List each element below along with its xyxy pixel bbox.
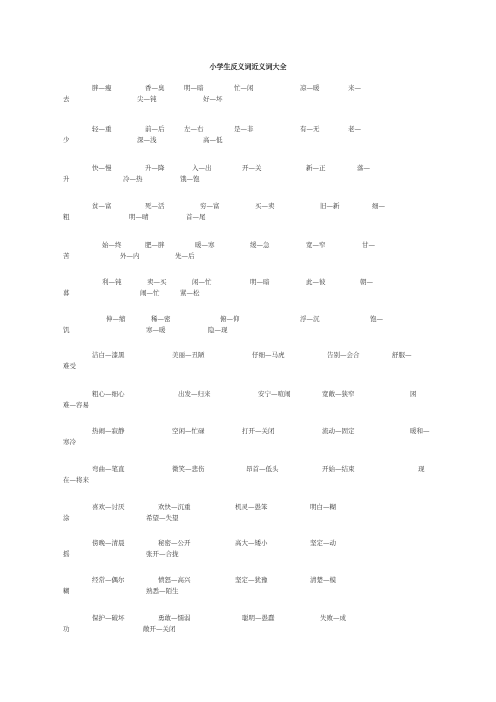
word-pair: 流动—固定 <box>322 427 355 435</box>
word-row <box>92 314 432 325</box>
word-pair: 美丽—丑陋 <box>172 351 205 359</box>
word-pair: 希望—失望 <box>146 514 179 522</box>
word-pair: 外—内 <box>120 252 140 260</box>
word-pair: 是—非 <box>234 125 254 133</box>
word-fragment: 苦 <box>63 252 70 260</box>
word-pair: 甘— <box>362 241 375 249</box>
word-pair: 坚定—犹豫 <box>235 576 268 584</box>
word-pair: 聪明—愚蠢 <box>242 614 275 622</box>
word-row <box>92 124 432 135</box>
word-row <box>92 240 432 251</box>
word-pair: 死—活 <box>145 202 165 210</box>
word-pair: 明—暗 <box>250 278 270 286</box>
word-pair: 落— <box>357 164 370 172</box>
word-row-continued <box>63 251 423 262</box>
word-pair: 利—钝 <box>102 278 122 286</box>
word-pair: 香—臭 <box>145 84 165 92</box>
word-row <box>92 613 432 624</box>
word-fragment: 粗 <box>63 213 70 221</box>
word-pair: 紧—松 <box>180 289 200 297</box>
word-pair: 坚定—动 <box>310 539 336 547</box>
word-pair: 先—后 <box>175 252 195 260</box>
word-row <box>92 201 432 212</box>
word-fragment: 糊 <box>63 587 70 595</box>
word-pair: 经常—偶尔 <box>92 576 125 584</box>
word-pair: 尖—钝 <box>137 95 157 103</box>
word-pair: 打开—关闭 <box>242 427 275 435</box>
word-row <box>92 464 432 475</box>
word-fragment: 在—将来 <box>63 476 89 484</box>
word-fragment: 功 <box>63 625 70 633</box>
word-pair: 明—晴 <box>129 213 149 221</box>
word-pair: 缓—急 <box>250 241 270 249</box>
word-pair: 勇敢—懦弱 <box>158 614 191 622</box>
word-pair: 伸—缩 <box>106 315 126 323</box>
word-pair: 明—暗 <box>184 84 204 92</box>
word-pair: 宽—窄 <box>306 241 326 249</box>
word-pair: 浮—沉 <box>300 315 320 323</box>
word-pair: 朝— <box>360 278 373 286</box>
word-pair: 高大—矮小 <box>235 539 268 547</box>
word-fragment: 涂 <box>63 514 70 522</box>
word-pair: 胖—瘦 <box>92 84 112 92</box>
word-row <box>92 277 432 288</box>
word-pair: 入—出 <box>192 164 212 172</box>
word-pair: 热闹—寂静 <box>92 427 125 435</box>
word-fragment: 难—容易 <box>63 401 89 409</box>
word-fragment: 寒冷 <box>63 438 76 446</box>
word-pair: 愤怒—高兴 <box>158 576 191 584</box>
word-pair: 昂首—低头 <box>246 465 279 473</box>
word-pair: 好—坏 <box>203 95 223 103</box>
word-pair: 前—后 <box>145 125 165 133</box>
page-title: 小学生反义词近义词大全 <box>209 62 287 71</box>
word-pair: 保护—破坏 <box>92 614 125 622</box>
word-pair: 隐—现 <box>208 326 228 334</box>
word-pair: 弯曲—笔直 <box>92 465 125 473</box>
word-pair: 饿—饱 <box>180 175 200 183</box>
word-row-continued <box>63 549 423 560</box>
word-pair: 傍晚—清晨 <box>92 539 125 547</box>
word-row-continued <box>63 400 423 411</box>
word-pair: 欢快—沉重 <box>158 503 191 511</box>
word-row-continued <box>63 135 423 146</box>
word-row-continued <box>63 361 423 372</box>
word-pair: 快—慢 <box>92 164 112 172</box>
word-pair: 敞开—关闭 <box>143 625 176 633</box>
word-fragment: 暮 <box>63 289 70 297</box>
word-pair: 饱— <box>370 315 383 323</box>
word-pair: 细— <box>372 202 385 210</box>
word-pair: 有—无 <box>300 125 320 133</box>
word-pair: 暖和— <box>410 427 430 435</box>
word-row-continued <box>63 212 423 223</box>
word-pair: 失败—成 <box>320 614 346 622</box>
word-pair: 高—低 <box>203 136 223 144</box>
word-row <box>92 83 432 94</box>
word-fragment: 升 <box>63 175 70 183</box>
word-pair: 新—正 <box>306 164 326 172</box>
word-pair: 卖—买 <box>147 278 167 286</box>
word-row <box>92 163 432 174</box>
word-pair: 闲—忙 <box>192 278 212 286</box>
word-pair: 困 <box>410 390 417 398</box>
word-pair: 清楚—模 <box>310 576 336 584</box>
word-fragment: 饥 <box>63 326 70 334</box>
word-pair: 寒—暖 <box>146 326 166 334</box>
word-pair: 仔细—马虎 <box>252 351 285 359</box>
word-pair: 告别—会合 <box>327 351 360 359</box>
word-pair: 暖—寒 <box>195 241 215 249</box>
word-pair: 稀—密 <box>151 315 171 323</box>
word-row-continued <box>63 513 423 524</box>
word-pair: 买—卖 <box>255 202 275 210</box>
word-row-continued <box>63 475 423 486</box>
word-pair: 深—浅 <box>137 136 157 144</box>
word-pair: 喜欢—讨厌 <box>92 503 125 511</box>
word-pair: 老— <box>348 125 361 133</box>
word-pair: 始—终 <box>102 241 122 249</box>
word-row <box>92 350 432 361</box>
word-row-continued <box>63 94 423 105</box>
word-pair: 贫—富 <box>92 202 112 210</box>
word-fragment: 少 <box>63 136 70 144</box>
word-fragment: 去 <box>63 95 70 103</box>
word-pair: 凉—暖 <box>300 84 320 92</box>
word-pair: 冷—热 <box>123 175 143 183</box>
word-row-continued <box>63 624 423 635</box>
word-pair: 开始—结束 <box>322 465 355 473</box>
word-pair: 机灵—愚笨 <box>235 503 268 511</box>
word-pair: 开—关 <box>242 164 262 172</box>
word-pair: 旧—新 <box>320 202 340 210</box>
word-pair: 秘密—公开 <box>158 539 191 547</box>
word-pair: 忙—闲 <box>234 84 254 92</box>
word-row-continued <box>63 288 423 299</box>
word-pair: 空闲—忙碌 <box>172 427 205 435</box>
word-pair: 俯—仰 <box>220 315 240 323</box>
word-fragment: 难受 <box>63 362 76 370</box>
word-fragment: 摇 <box>63 550 70 558</box>
word-row <box>92 502 432 513</box>
word-pair: 首—尾 <box>186 213 206 221</box>
word-pair: 宽敞—狭窄 <box>322 390 355 398</box>
word-row <box>92 538 432 549</box>
word-pair: 轻—重 <box>92 125 112 133</box>
word-row <box>92 426 432 437</box>
word-row-continued <box>63 437 423 448</box>
word-pair: 穷—富 <box>200 202 220 210</box>
word-pair: 安宁—喧闹 <box>258 390 291 398</box>
word-pair: 左—右 <box>184 125 204 133</box>
word-pair: 熟悉—陌生 <box>146 587 179 595</box>
word-pair: 舒服— <box>392 351 412 359</box>
word-row-continued <box>63 325 423 336</box>
word-pair: 闹—忙 <box>140 289 160 297</box>
word-pair: 出发—归来 <box>178 390 211 398</box>
word-pair: 微笑—悲伤 <box>172 465 205 473</box>
word-row-continued <box>63 174 423 185</box>
word-row <box>92 389 432 400</box>
word-pair: 张开—合拢 <box>146 550 179 558</box>
word-pair: 升—降 <box>145 164 165 172</box>
word-pair: 肥—胖 <box>145 241 165 249</box>
word-pair: 明白—糊 <box>310 503 336 511</box>
word-pair: 洁白—漆黑 <box>92 351 125 359</box>
word-row <box>92 575 432 586</box>
word-pair: 此—彼 <box>306 278 326 286</box>
word-pair: 粗心—细心 <box>92 390 125 398</box>
word-pair: 现 <box>418 465 425 473</box>
word-row-continued <box>63 586 423 597</box>
word-pair: 来— <box>348 84 361 92</box>
